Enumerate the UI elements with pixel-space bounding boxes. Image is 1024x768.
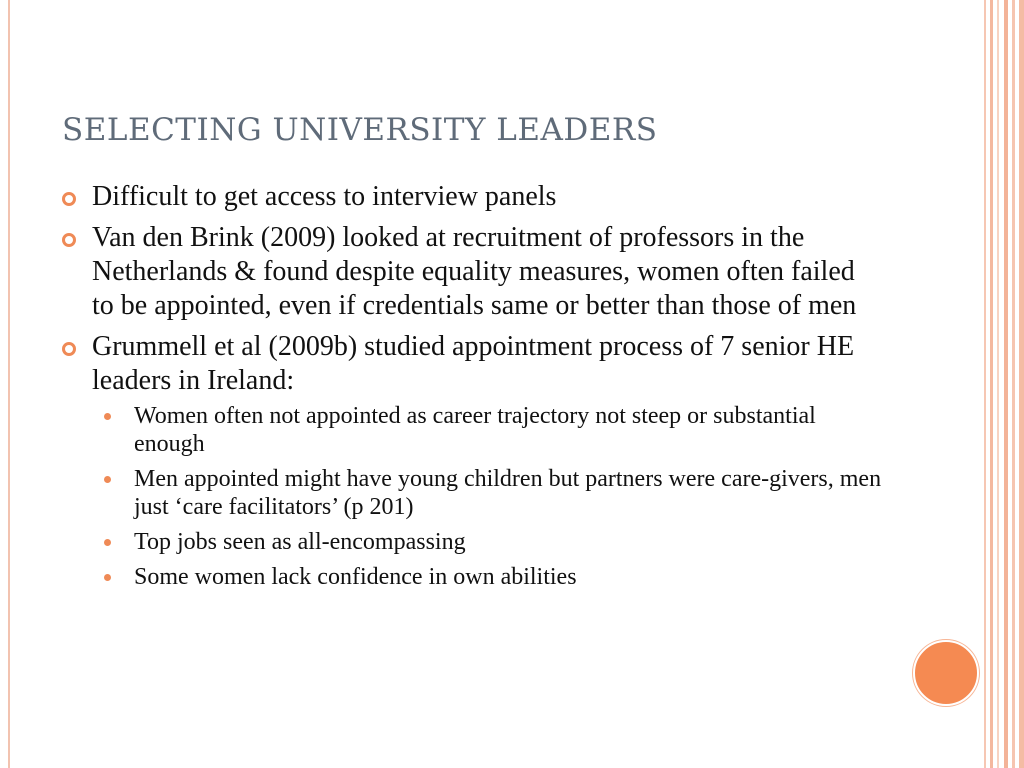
dot-bullet-icon — [104, 539, 111, 546]
bullet-list — [62, 180, 882, 591]
sub-bullet-item — [92, 528, 882, 556]
bullet-text: Grummell et al (2009b) studied appointment process of 7 senior HE leaders in Ireland: — [92, 331, 855, 396]
dot-bullet-icon — [104, 574, 111, 581]
left-border-line — [8, 0, 10, 768]
bullet-text: Van den Brink (2009) looked at recruitment of professors in the Netherlands & found despite equality measures, women often failed to be appointed, even if credentials same or better than those of men — [92, 222, 857, 321]
sub-bullet-text: Men appointed might have young children but partners were care-givers, men just ‘care facilitators’ (p 201) — [134, 466, 882, 520]
ring-bullet-icon — [62, 192, 76, 206]
stripe — [1004, 0, 1008, 768]
right-decorative-stripes — [984, 0, 1024, 768]
stripe — [990, 0, 993, 768]
dot-bullet-icon — [104, 413, 111, 420]
slide-title: SELECTING UNIVERSITY LEADERS — [62, 112, 658, 148]
sub-bullet-item — [92, 402, 882, 458]
bullet-item — [62, 221, 882, 323]
bullet-text: Difficult to get access to interview panels — [92, 181, 557, 212]
dot-bullet-icon — [104, 476, 111, 483]
stripe — [1019, 0, 1024, 768]
stripe — [984, 0, 986, 768]
sub-bullet-item — [92, 563, 882, 591]
ring-bullet-icon — [62, 342, 76, 356]
sub-bullet-item — [92, 465, 882, 521]
sub-bullet-text: Top jobs seen as all-encompassing — [134, 529, 466, 555]
sub-bullet-text: Some women lack confidence in own abilities — [134, 564, 577, 590]
bullet-item — [62, 330, 882, 591]
slide-body — [62, 180, 882, 598]
stripe — [997, 0, 999, 768]
decorative-orange-circle — [913, 640, 979, 706]
bullet-item — [62, 180, 882, 214]
ring-bullet-icon — [62, 233, 76, 247]
sub-bullet-list — [92, 402, 882, 591]
stripe — [1012, 0, 1015, 768]
sub-bullet-text: Women often not appointed as career trajectory not steep or substantial enough — [134, 403, 816, 457]
